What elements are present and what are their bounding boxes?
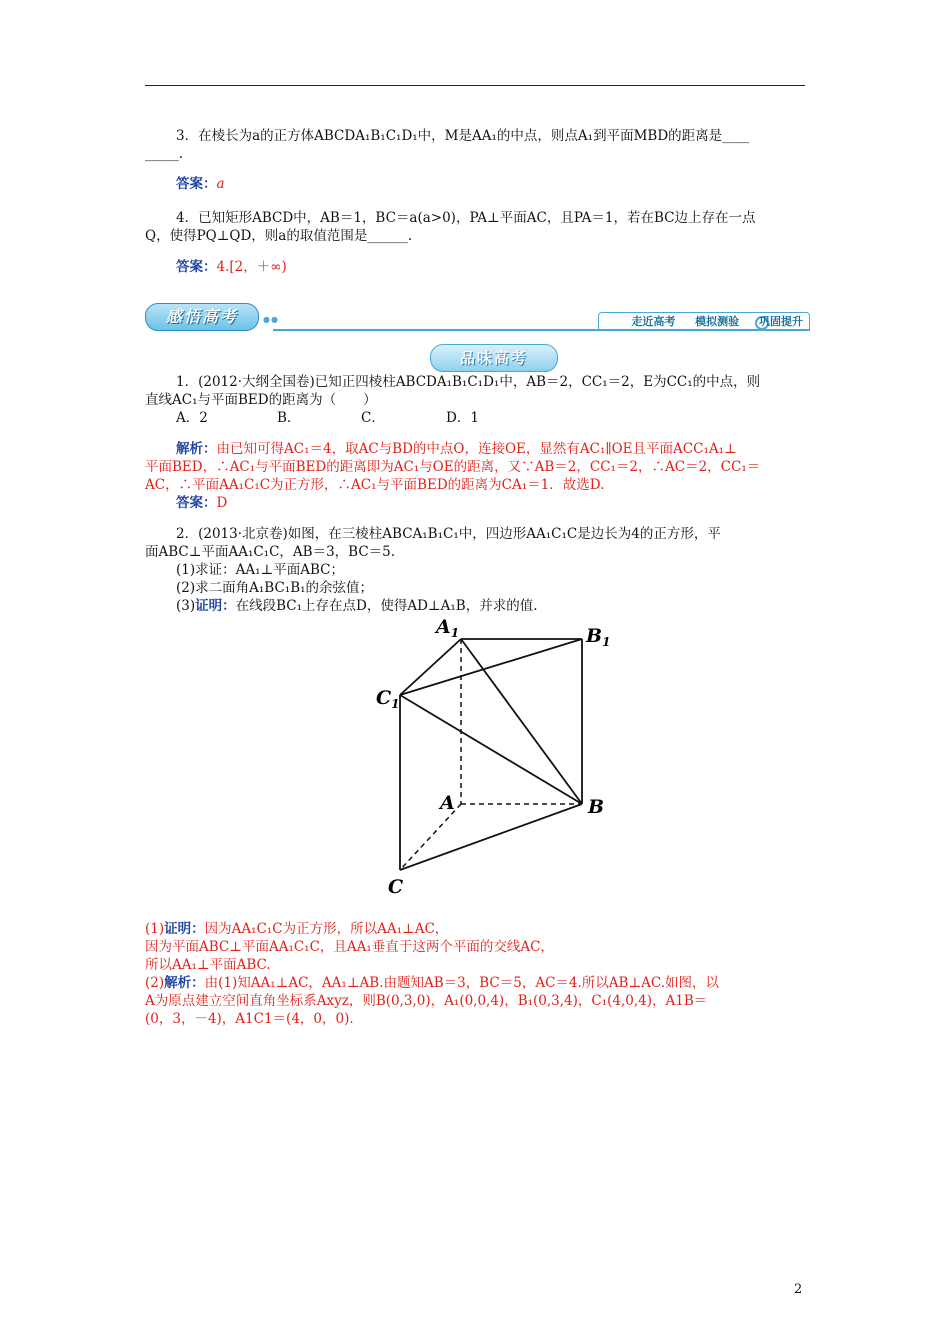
banner-title: 感悟高考 (165, 307, 238, 326)
e1-option-a: A．2 (176, 410, 208, 426)
proof-label: 证明： (164, 921, 205, 937)
edge-c1b1 (400, 639, 582, 695)
e2-proof-3: 所以AA₁⊥平面ABC. (145, 957, 271, 973)
e1-analysis-3: AC，∴平面AA₁C₁C为正方形，∴AC₁与平面BED的距离为CA₁＝1．故选D. (145, 477, 605, 493)
page-number: 2 (794, 1282, 803, 1297)
e2-line1: 2．(2013·北京卷)如图，在三棱柱ABCA₁B₁C₁中，四边形AA₁C₁C是边长为4的正方形，平 (176, 526, 721, 542)
banner-right-box (598, 312, 810, 330)
q3-line1: 3．在棱长为a的正方体ABCDA₁B₁C₁D₁中，M是AA₁的中点，则点A₁到平面MBD的距离是____ (176, 128, 750, 144)
answer-label: 答案： (176, 176, 217, 192)
answer-label: 答案： (176, 259, 217, 275)
answer-value: a (216, 176, 225, 192)
edge-a1b (461, 639, 582, 804)
e2-line4: (2)求二面角A₁BC₁B₁的余弦值； (176, 580, 374, 596)
label-a: A (440, 792, 455, 814)
q4-line2: Q，使得PQ⊥QD，则a的取值范围是______. (145, 228, 413, 244)
label-b1: $B_1$ (586, 625, 611, 649)
answer-value: D (216, 495, 228, 511)
label-c: C (388, 876, 404, 898)
proof-prefix: (1) (145, 921, 165, 937)
analysis-label: 解析： (176, 441, 217, 457)
q3-answer (176, 175, 225, 193)
e2-solution-1 (145, 974, 719, 992)
sub-banner-tag (430, 344, 558, 372)
answer-label: 答案： (176, 495, 217, 511)
e1-analysis-1 (176, 440, 737, 458)
label-a1: $A_1$ (436, 616, 460, 640)
line5-prefix: (3) (176, 598, 196, 614)
e1-option-c: C． (361, 410, 385, 426)
sub-banner-title: 品味高考 (459, 349, 528, 367)
header-rule (145, 85, 805, 86)
banner-title-tag (145, 303, 259, 331)
proof-text: 因为AA₁C₁C为正方形，所以AA₁⊥AC， (204, 921, 449, 937)
e2-line3: (1)求证：AA₁⊥平面ABC； (176, 562, 344, 578)
solution-prefix: (2) (145, 975, 165, 991)
e1-analysis-2: 平面BED，∴AC₁与平面BED的距离即为AC₁与OE的距离，又∵AB＝2，CC₁＝2，∴AC＝2，CC₁＝ (145, 459, 761, 475)
edge-c1b (400, 695, 582, 804)
e2-solution-3: (0，3，－4)，A1C1＝(4，0，0)． (145, 1011, 363, 1027)
e1-line1: 1．(2012·大纲全国卷)已知正四棱柱ABCDA₁B₁C₁D₁中，AB＝2，CC₁＝2，E为CC₁的中点，则 (176, 374, 761, 390)
label-b: B (588, 796, 605, 818)
line5-label: 证明： (195, 598, 236, 614)
banner-dots: ●● (263, 315, 279, 324)
prism-figure (370, 612, 620, 902)
e1-answer (176, 494, 227, 512)
e2-proof-1 (145, 920, 448, 938)
e1-option-d: D．1 (446, 410, 479, 426)
q4-answer (176, 258, 287, 276)
section-banner (145, 300, 810, 334)
banner-right-text: 走近高考 模拟测验 巩固提升 (631, 315, 803, 328)
solution-label: 解析： (164, 975, 205, 991)
e2-solution-2: A为原点建立空间直角坐标系Axyz，则B(0,3,0)，A₁(0,0,4)，B₁(0,3,4)，C₁(4,0,4)，A1B＝ (145, 993, 708, 1009)
e1-line2: 直线AC₁与平面BED的距离为（ ） (145, 392, 377, 408)
line5-text: 在线段BC₁上存在点D，使得AD⊥A₁B，并求的值. (235, 598, 538, 614)
e2-line2: 面ABC⊥平面AA₁C₁C，AB＝3，BC＝5. (145, 544, 396, 560)
q4-line1: 4．已知矩形ABCD中，AB＝1，BC＝a(a>0)，PA⊥平面AC，且PA＝1，若在BC边上存在一点 (176, 210, 756, 226)
answer-value: 4.[2，＋∞) (216, 259, 287, 275)
edge-a1c1 (400, 639, 461, 695)
q3-line2: _____. (145, 146, 184, 162)
solution-text: 由(1)知AA₁⊥AC，AA₁⊥AB.由题知AB＝3，BC＝5，AC＝4.所以AB⊥AC.如图，以 (204, 975, 720, 991)
e2-proof-2: 因为平面ABC⊥平面AA₁C₁C，且AA₁垂直于这两个平面的交线AC， (145, 939, 554, 955)
e1-option-b: B． (277, 410, 301, 426)
edge-cb (400, 804, 582, 870)
analysis-text: 由已知可得AC₁＝4，取AC与BD的中点O，连接OE，显然有AC₁∥OE且平面ACC₁A₁⊥ (216, 441, 737, 457)
label-c1: $C_1$ (376, 687, 400, 711)
